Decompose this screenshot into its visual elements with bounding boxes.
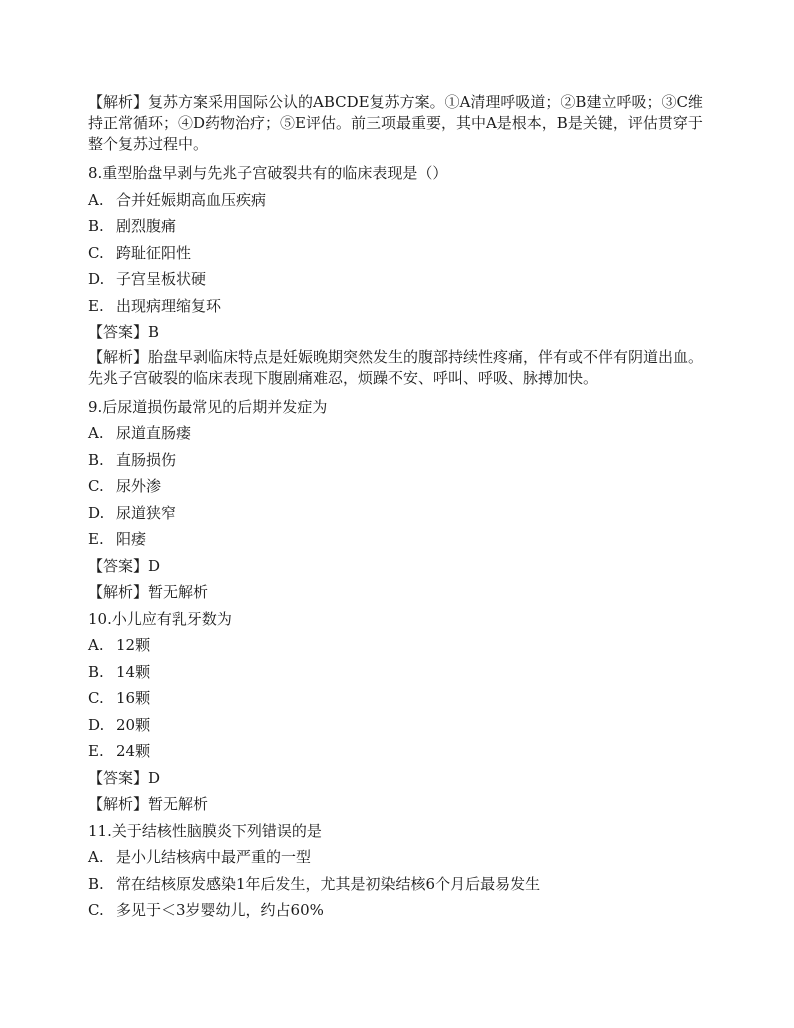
option-letter: D. [88,270,105,288]
option-text: 14颗 [116,662,151,681]
option-a [88,187,710,214]
option-text: 阳痿 [116,530,147,548]
option-text: 是小儿结核病中最严重的一型 [116,848,312,866]
option-letter: C. [88,689,104,707]
option-text: 跨耻征阳性 [116,243,192,262]
option-text: 剧烈腹痛 [116,217,177,235]
option-letter: A. [88,848,104,866]
option-letter: B. [88,217,104,235]
option-letter: E. [88,742,104,760]
option-text: 尿外渗 [116,477,162,495]
answer-text: 【答案】B [88,323,160,341]
option-letter: C. [88,901,104,919]
option-c [88,897,710,924]
option-text: 出现病理缩复环 [116,296,222,315]
option-letter: E. [88,530,104,548]
option-text: 24颗 [116,742,151,760]
option-b [88,871,710,898]
option-text: 尿道直肠瘘 [116,424,192,442]
option-text: 多见于＜3岁婴幼儿，约占60% [116,901,324,919]
option-c [88,685,710,712]
document-content [88,92,710,924]
option-letter: A. [88,190,104,209]
question-8: 8.重型胎盘早剥与先兆子宫破裂共有的临床表现是（） [88,164,448,182]
option-letter: B. [88,662,104,681]
option-c [88,473,710,500]
explanation-text: 【解析】复苏方案采用国际公认的ABCDE复苏方案。①A清理呼吸道；②B建立呼吸；③C维持正常循环；④D药物治疗；⑤E评估。前三项最重要，其中A是根本，B是关键，评估贯穿于整个复苏过程中。 [88,93,703,153]
option-text: 子宫呈板状硬 [116,270,207,288]
option-text: 直肠损伤 [116,450,177,469]
question-9: 9.后尿道损伤最常见的后期并发症为 [88,397,328,416]
option-text: 16颗 [116,689,151,707]
option-a [88,844,710,871]
option-letter: A. [88,636,104,654]
option-d [88,500,710,527]
option-d [88,266,710,293]
option-e [88,738,710,765]
option-c [88,240,710,267]
explanation-text: 【解析】暂无解析 [88,795,209,813]
option-letter: C. [88,477,104,495]
option-e [88,526,710,553]
option-letter: A. [88,424,104,442]
option-a [88,420,710,447]
option-letter: E. [88,296,104,315]
option-text: 尿道狭窄 [116,503,177,522]
option-text: 12颗 [116,636,151,654]
answer-text: 【答案】D [88,768,161,787]
option-text: 合并妊娠期高血压疾病 [116,190,267,209]
answer-text: 【答案】D [88,556,161,575]
option-letter: D. [88,503,105,522]
explanation-text: 【解析】胎盘早剥临床特点是妊娠晚期突然发生的腹部持续性疼痛，伴有或不伴有阴道出血。先兆子宫破裂的临床表现下腹剧痛难忍，烦躁不安、呼叫、呼吸、脉搏加快。 [88,347,704,387]
option-letter: B. [88,874,104,893]
option-letter: C. [88,243,104,262]
option-b [88,447,710,474]
explanation-text: 【解析】暂无解析 [88,583,209,601]
option-b [88,659,710,686]
option-d [88,712,710,739]
option-a [88,632,710,659]
option-letter: B. [88,450,104,469]
option-e [88,293,710,320]
option-letter: D. [88,715,105,734]
option-b [88,213,710,240]
question-11: 11.关于结核性脑膜炎下列错误的是 [88,821,322,840]
option-text: 20颗 [116,715,151,734]
question-10: 10.小儿应有乳牙数为 [88,609,232,628]
option-text: 常在结核原发感染1年后发生，尤其是初染结核6个月后最易发生 [116,874,541,893]
